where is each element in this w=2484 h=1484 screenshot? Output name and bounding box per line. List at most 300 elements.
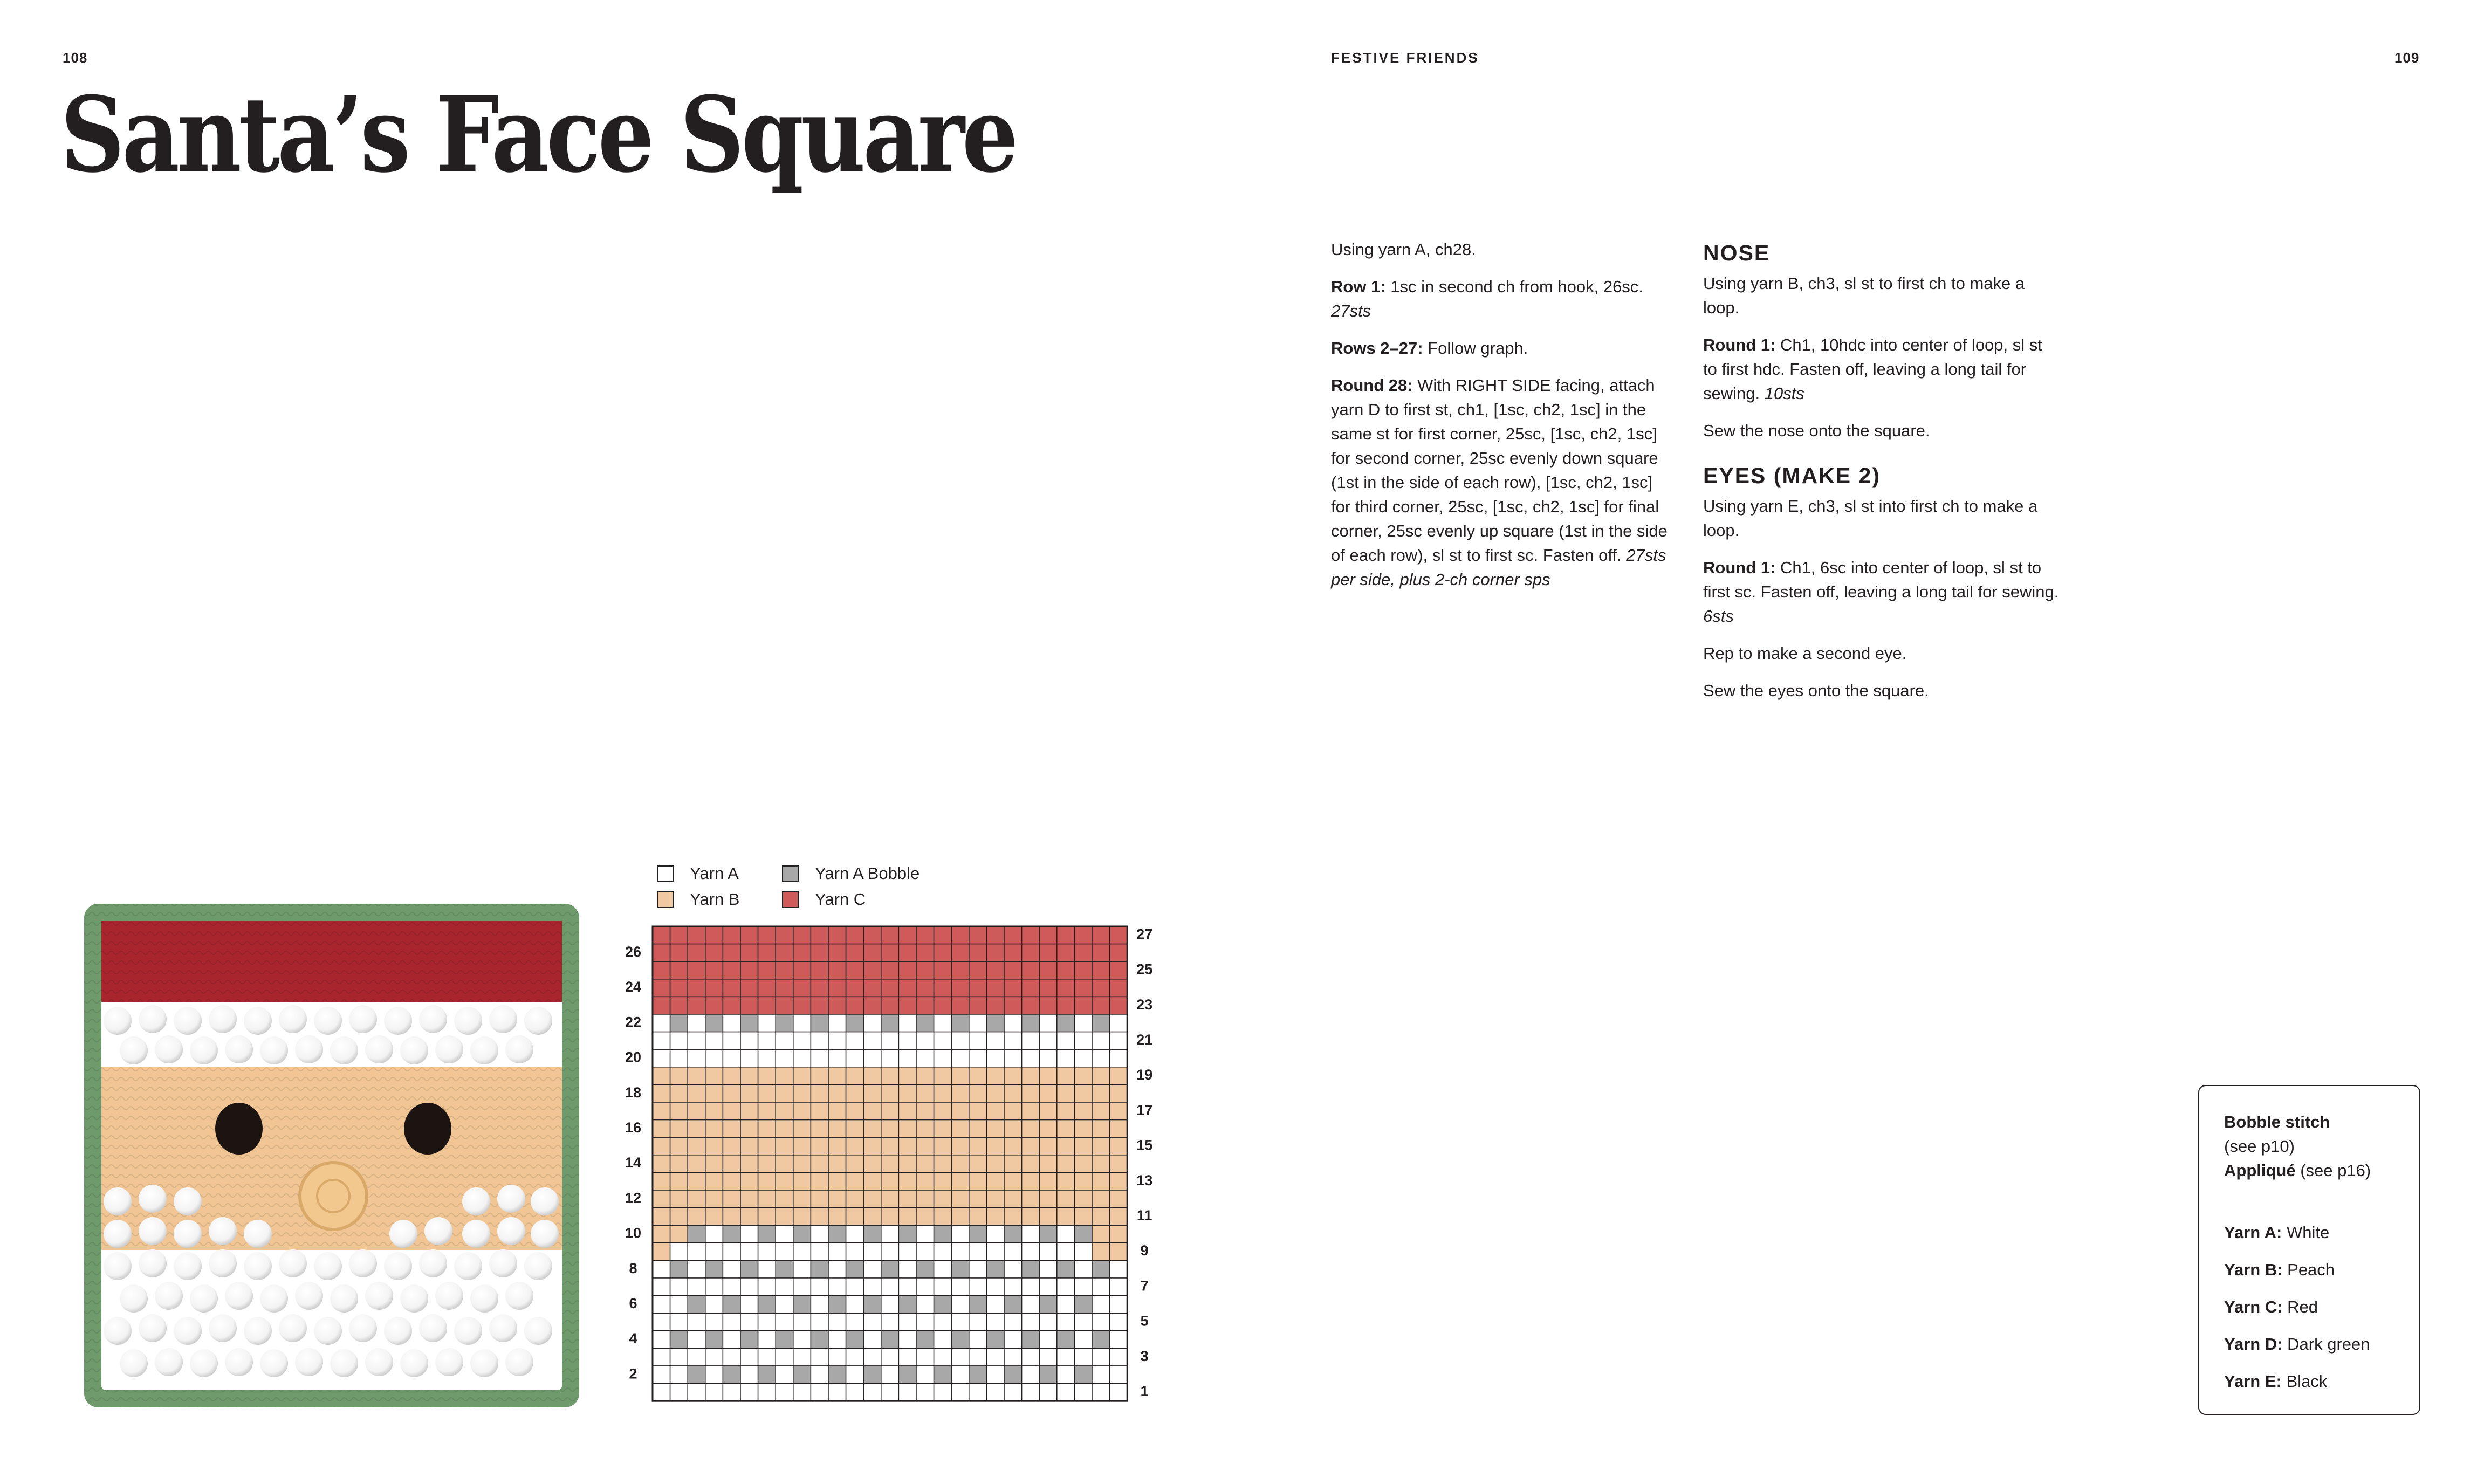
graph-cell	[986, 1190, 1004, 1208]
graph-cell	[1057, 1155, 1075, 1173]
graph-cell	[969, 1331, 987, 1349]
graph-cell	[951, 1137, 969, 1155]
graph-cell	[1022, 944, 1040, 962]
graph-cell	[1057, 1260, 1075, 1278]
graph-cell	[723, 1014, 740, 1032]
graph-cell	[951, 1032, 969, 1050]
graph-cell	[758, 1032, 776, 1050]
graph-cell	[740, 1313, 758, 1331]
graph-cell	[1039, 1190, 1057, 1208]
graph-cell	[934, 926, 952, 944]
graph-cell	[1022, 1366, 1040, 1384]
graph-cell	[934, 979, 952, 997]
graph-cell	[846, 1366, 864, 1384]
graph-cell	[705, 1102, 723, 1120]
graph-cell	[793, 1296, 811, 1314]
rows-step	[1331, 336, 1676, 360]
graph-cell	[881, 1384, 899, 1401]
graph-cell	[1092, 961, 1110, 979]
graph-cell	[793, 1014, 811, 1032]
graph-cell	[846, 1137, 864, 1155]
graph-cell	[951, 1155, 969, 1173]
graph-cell	[1110, 1384, 1128, 1401]
row1-count: 27sts	[1331, 301, 1371, 320]
graph-cell	[863, 1366, 881, 1384]
graph-cell	[828, 1190, 846, 1208]
graph-cell	[688, 1331, 705, 1349]
graph-cell	[1057, 997, 1075, 1014]
graph-cell	[758, 926, 776, 944]
graph-cell	[1004, 997, 1022, 1014]
graph-cell	[969, 1014, 987, 1032]
graph-cell	[1057, 1331, 1075, 1349]
graph-cell	[723, 926, 740, 944]
graph-cell	[898, 1120, 916, 1138]
graph-cell	[758, 1278, 776, 1296]
graph-cell	[1022, 1348, 1040, 1366]
graph-cell	[1092, 1067, 1110, 1085]
graph-cell	[846, 1278, 864, 1296]
graph-cell	[758, 1366, 776, 1384]
graph-cell	[881, 1120, 899, 1138]
swatch-yarn-a-bobble	[782, 865, 799, 882]
graph-cell	[1039, 1120, 1057, 1138]
graph-cell	[986, 961, 1004, 979]
graph-cell	[1110, 1102, 1128, 1120]
graph-cell	[758, 961, 776, 979]
graph-cell	[811, 1208, 828, 1226]
page-number-left: 108	[63, 50, 88, 66]
graph-cell	[793, 1049, 811, 1067]
graph-cell	[951, 1208, 969, 1226]
graph-cell	[916, 1049, 934, 1067]
graph-cell	[723, 1366, 740, 1384]
graph-cell	[934, 1384, 952, 1401]
graph-cell	[1074, 1172, 1092, 1190]
graph-cell	[1074, 1120, 1092, 1138]
graph-cell	[705, 1296, 723, 1314]
row-number-left: 6	[629, 1295, 637, 1312]
graph-cell	[934, 1102, 952, 1120]
graph-cell	[793, 961, 811, 979]
graph-cell	[863, 1067, 881, 1085]
graph-cell	[811, 1384, 828, 1401]
graph-cell	[986, 1172, 1004, 1190]
graph-cell	[1039, 1208, 1057, 1226]
graph-cell	[1074, 1331, 1092, 1349]
graph-cell	[828, 1049, 846, 1067]
graph-cell	[776, 1313, 793, 1331]
graph-cell	[969, 1084, 987, 1102]
graph-cell	[705, 1049, 723, 1067]
graph-cell	[1057, 1208, 1075, 1226]
graph-cell	[1074, 1366, 1092, 1384]
graph-cell	[934, 1032, 952, 1050]
graph-cell	[740, 1278, 758, 1296]
graph-cell	[670, 1243, 688, 1261]
graph-cell	[1004, 1348, 1022, 1366]
right-eye	[404, 1103, 451, 1155]
graph-cell	[653, 926, 670, 944]
graph-cell	[670, 1348, 688, 1366]
graph-cell	[934, 1225, 952, 1243]
graph-cell	[881, 926, 899, 944]
graph-cell	[1004, 1014, 1022, 1032]
page-number-right: 109	[2394, 50, 2420, 66]
graph-cell	[670, 1067, 688, 1085]
graph-cell	[705, 1225, 723, 1243]
graph-cell	[828, 944, 846, 962]
graph-cell	[793, 997, 811, 1014]
graph-cell	[969, 944, 987, 962]
graph-cell	[653, 979, 670, 997]
graph-cell	[898, 1137, 916, 1155]
graph-cell	[776, 997, 793, 1014]
graph-cell	[776, 1120, 793, 1138]
yarn-b-value: Peach	[2282, 1260, 2335, 1279]
graph-cell	[705, 1155, 723, 1173]
graph-cell	[758, 1120, 776, 1138]
graph-cell	[1110, 1120, 1128, 1138]
graph-cell	[811, 979, 828, 997]
graph-cell	[705, 1032, 723, 1050]
graph-cell	[969, 1120, 987, 1138]
graph-cell	[1110, 1084, 1128, 1102]
graph-cell	[1039, 926, 1057, 944]
graph-cell	[688, 1172, 705, 1190]
graph-cell	[863, 1172, 881, 1190]
graph-cell	[688, 1190, 705, 1208]
row-number-left: 10	[625, 1225, 642, 1241]
graph-cell	[828, 1084, 846, 1102]
graph-cell	[653, 1190, 670, 1208]
graph-cell	[758, 1260, 776, 1278]
graph-cell	[811, 1190, 828, 1208]
graph-cell	[1110, 1155, 1128, 1173]
graph-cell	[863, 1331, 881, 1349]
graph-cell	[986, 1225, 1004, 1243]
graph-cell	[969, 979, 987, 997]
graph-cell	[1092, 1260, 1110, 1278]
graph-cell	[1057, 1313, 1075, 1331]
graph-cell	[723, 1296, 740, 1314]
graph-cell	[1074, 1313, 1092, 1331]
row-number-right: 15	[1136, 1137, 1153, 1153]
graph-cell	[723, 1208, 740, 1226]
graph-cell	[1057, 961, 1075, 979]
graph-cell	[1022, 1137, 1040, 1155]
graph-cell	[898, 961, 916, 979]
row-number-right: 11	[1136, 1207, 1152, 1224]
graph-cell	[1022, 926, 1040, 944]
graph-cell	[863, 1014, 881, 1032]
graph-cell	[1039, 1366, 1057, 1384]
graph-cell	[1004, 1278, 1022, 1296]
graph-cell	[1074, 1137, 1092, 1155]
graph-cell	[916, 1032, 934, 1050]
graph-cell	[969, 1384, 987, 1401]
graph-cell	[705, 1260, 723, 1278]
graph-cell	[793, 944, 811, 962]
graph-cell	[1092, 926, 1110, 944]
graph-cell	[986, 1331, 1004, 1349]
graph-cell	[828, 1120, 846, 1138]
graph-cell	[705, 1348, 723, 1366]
graph-cell	[881, 1084, 899, 1102]
graph-cell	[740, 1190, 758, 1208]
graph-cell	[653, 1102, 670, 1120]
graph-cell	[1110, 1313, 1128, 1331]
graph-cell	[986, 1014, 1004, 1032]
graph-cell	[1022, 1102, 1040, 1120]
graph-cell	[1039, 1137, 1057, 1155]
graph-cell	[863, 961, 881, 979]
nose-round1-label: Round 1:	[1703, 335, 1776, 354]
graph-cell	[846, 1155, 864, 1173]
graph-cell	[811, 1137, 828, 1155]
graph-cell	[723, 1137, 740, 1155]
graph-cell	[776, 1190, 793, 1208]
graph-cell	[951, 1260, 969, 1278]
graph-cell	[934, 1260, 952, 1278]
graph-cell	[776, 1155, 793, 1173]
graph-cell	[934, 1348, 952, 1366]
stitch-graph	[615, 917, 1186, 1402]
graph-cell	[969, 1208, 987, 1226]
graph-cell	[951, 1243, 969, 1261]
graph-cell	[863, 1348, 881, 1366]
graph-cell	[881, 1296, 899, 1314]
graph-cell	[1057, 1225, 1075, 1243]
graph-cell	[1092, 979, 1110, 997]
graph-cell	[951, 1331, 969, 1349]
graph-cell	[1092, 1278, 1110, 1296]
yarn-a-value: White	[2282, 1223, 2330, 1242]
graph-cell	[776, 926, 793, 944]
graph-cell	[846, 1190, 864, 1208]
graph-cell	[1004, 1313, 1022, 1331]
graph-cell	[969, 1190, 987, 1208]
graph-cell	[969, 1155, 987, 1173]
graph-cell	[828, 979, 846, 997]
graph-cell	[653, 944, 670, 962]
applique-page: (see p16)	[2295, 1161, 2371, 1180]
graph-cell	[1039, 1384, 1057, 1401]
graph-cell	[740, 1296, 758, 1314]
graph-cell	[1057, 1172, 1075, 1190]
graph-cell	[811, 944, 828, 962]
eyes-round1-text: Ch1, 6sc into center of loop, sl st to first sc. Fasten off, leaving a long tail for sewing.	[1703, 558, 2059, 601]
graph-cell	[670, 1155, 688, 1173]
graph-cell	[1092, 1208, 1110, 1226]
graph-cell	[934, 1243, 952, 1261]
graph-cell	[705, 961, 723, 979]
graph-cell	[688, 1155, 705, 1173]
graph-cell	[776, 1032, 793, 1050]
graph-cell	[1039, 1225, 1057, 1243]
graph-cell	[776, 1331, 793, 1349]
yarn-c-value: Red	[2282, 1297, 2318, 1316]
graph-cell	[934, 1208, 952, 1226]
graph-cell	[740, 1384, 758, 1401]
graph-cell	[1022, 1260, 1040, 1278]
graph-cell	[916, 979, 934, 997]
graph-cell	[951, 961, 969, 979]
graph-cell	[881, 1032, 899, 1050]
graph-cell	[758, 944, 776, 962]
graph-cell	[653, 1084, 670, 1102]
graph-cell	[740, 1348, 758, 1366]
graph-cell	[881, 1278, 899, 1296]
graph-cell	[1057, 979, 1075, 997]
graph-cell	[863, 1278, 881, 1296]
graph-cell	[986, 1084, 1004, 1102]
graph-cell	[934, 1331, 952, 1349]
graph-cell	[811, 1032, 828, 1050]
graph-cell	[1092, 1331, 1110, 1349]
graph-cell	[776, 1384, 793, 1401]
graph-cell	[916, 1296, 934, 1314]
graph-cell	[969, 1313, 987, 1331]
graph-cell	[1022, 1190, 1040, 1208]
graph-cell	[758, 1155, 776, 1173]
graph-cell	[934, 1014, 952, 1032]
row-number-left: 8	[629, 1260, 637, 1276]
graph-cell	[1074, 1032, 1092, 1050]
graph-cell	[1110, 1049, 1128, 1067]
graph-cell	[828, 1296, 846, 1314]
graph-cell	[1110, 1296, 1128, 1314]
graph-cell	[846, 1049, 864, 1067]
graph-cell	[723, 1348, 740, 1366]
graph-cell	[688, 1243, 705, 1261]
graph-cell	[1110, 1190, 1128, 1208]
legend-yarn-b-label: Yarn B	[690, 890, 740, 909]
graph-cell	[793, 1243, 811, 1261]
graph-cell	[881, 1260, 899, 1278]
graph-cell	[723, 961, 740, 979]
graph-cell	[1022, 1208, 1040, 1226]
graph-cell	[986, 1278, 1004, 1296]
graph-cell	[670, 1278, 688, 1296]
graph-cell	[846, 1296, 864, 1314]
instructions-column	[1331, 237, 1676, 604]
graph-cell	[846, 1032, 864, 1050]
row-number-left: 20	[625, 1049, 642, 1066]
graph-cell	[688, 1278, 705, 1296]
graph-cell	[916, 1278, 934, 1296]
graph-cell	[1004, 1032, 1022, 1050]
graph-cell	[1004, 1049, 1022, 1067]
graph-cell	[969, 1366, 987, 1384]
graph-cell	[1110, 1172, 1128, 1190]
graph-cell	[934, 1366, 952, 1384]
graph-cell	[898, 1190, 916, 1208]
graph-cell	[705, 1366, 723, 1384]
yarn-list-item	[2224, 1258, 2419, 1295]
graph-cell	[881, 1137, 899, 1155]
graph-cell	[723, 1313, 740, 1331]
graph-cell	[951, 1313, 969, 1331]
graph-cell	[740, 1102, 758, 1120]
graph-cell	[951, 1296, 969, 1314]
graph-cell	[898, 1172, 916, 1190]
bobble-stitch-ref	[2224, 1110, 2419, 1134]
legend-yarn-c	[782, 887, 920, 912]
graph-cell	[916, 997, 934, 1014]
graph-cell	[881, 944, 899, 962]
row-number-right: 7	[1140, 1277, 1149, 1294]
graph-cell	[811, 1331, 828, 1349]
graph-cell	[705, 1190, 723, 1208]
graph-cell	[1039, 1313, 1057, 1331]
graph-cell	[898, 1313, 916, 1331]
graph-cell	[881, 1331, 899, 1349]
graph-cell	[863, 1102, 881, 1120]
graph-cell	[740, 1225, 758, 1243]
graph-cell	[1022, 1384, 1040, 1401]
graph-cell	[951, 1278, 969, 1296]
graph-cell	[793, 1032, 811, 1050]
row-number-right: 13	[1136, 1172, 1153, 1188]
graph-cell	[670, 1172, 688, 1190]
graph-cell	[881, 1313, 899, 1331]
graph-cell	[828, 1260, 846, 1278]
graph-cell	[986, 1155, 1004, 1173]
yarn-list-item	[2224, 1295, 2419, 1332]
graph-cell	[776, 1067, 793, 1085]
graph-cell	[986, 1208, 1004, 1226]
graph-cell	[670, 1120, 688, 1138]
graph-cell	[828, 1137, 846, 1155]
graph-cell	[776, 1137, 793, 1155]
graph-cell	[828, 1243, 846, 1261]
graph-cell	[881, 1049, 899, 1067]
graph-cell	[653, 1155, 670, 1173]
graph-cell	[969, 1049, 987, 1067]
graph-cell	[828, 961, 846, 979]
graph-cell	[793, 926, 811, 944]
legend-yarn-a-bobble-label: Yarn A Bobble	[815, 864, 920, 883]
stitch-graph-svg	[615, 917, 1186, 1402]
graph-cell	[986, 926, 1004, 944]
graph-cell	[776, 1172, 793, 1190]
graph-cell	[986, 1366, 1004, 1384]
legend-yarn-a-label: Yarn A	[690, 864, 739, 883]
graph-cell	[758, 1225, 776, 1243]
graph-cell	[811, 1084, 828, 1102]
rows-label: Rows 2–27:	[1331, 339, 1423, 358]
graph-cell	[1074, 1348, 1092, 1366]
graph-cell	[1022, 961, 1040, 979]
graph-cell	[740, 1067, 758, 1085]
graph-cell	[793, 1208, 811, 1226]
graph-cell	[758, 1208, 776, 1226]
graph-cell	[776, 961, 793, 979]
graph-cell	[1004, 1067, 1022, 1085]
graph-cell	[1039, 1155, 1057, 1173]
graph-cell	[670, 1190, 688, 1208]
row-number-right: 9	[1140, 1242, 1149, 1259]
graph-cell	[723, 1243, 740, 1261]
graph-cell	[653, 1208, 670, 1226]
graph-cell	[793, 1084, 811, 1102]
graph-cell	[934, 1084, 952, 1102]
graph-cell	[705, 1208, 723, 1226]
graph-cell	[916, 1225, 934, 1243]
graph-cell	[793, 1384, 811, 1401]
graph-cell	[653, 1384, 670, 1401]
